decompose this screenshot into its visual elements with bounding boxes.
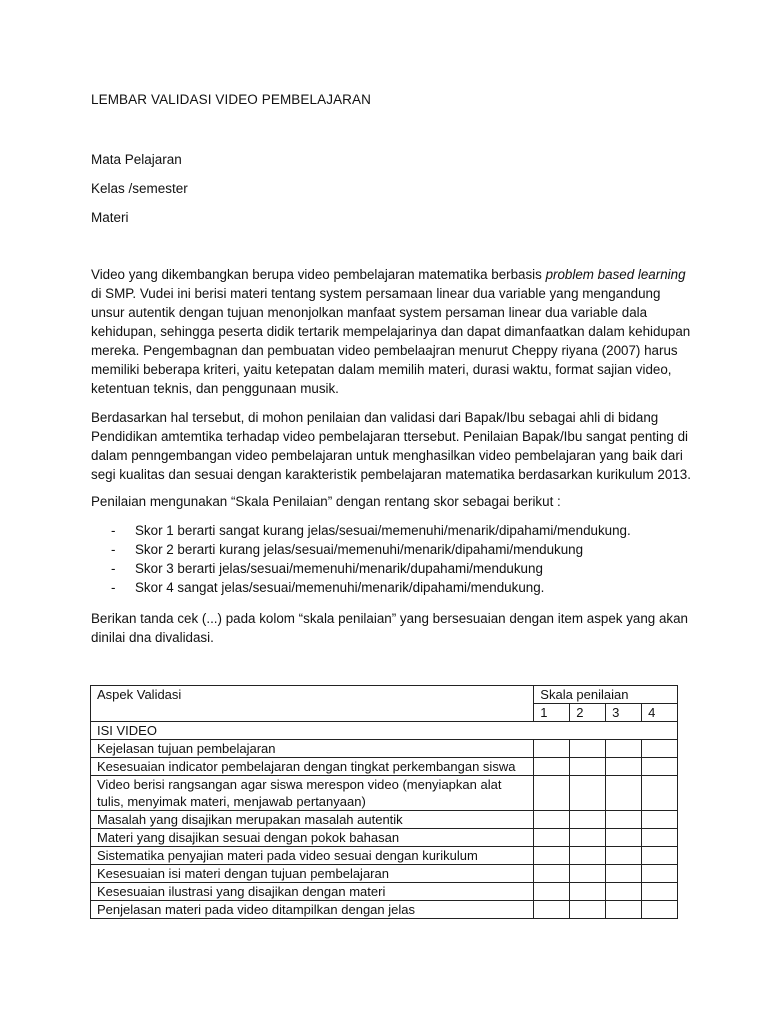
score-cell[interactable] <box>534 901 570 919</box>
score-header-1: 1 <box>534 704 570 722</box>
bullet-dash: - <box>111 561 116 576</box>
intro-paragraph <box>91 265 691 398</box>
score-item <box>91 540 631 559</box>
score-cell[interactable] <box>570 829 606 847</box>
score-item <box>91 521 631 540</box>
score-cell[interactable] <box>534 758 570 776</box>
header-aspect-cell: Aspek Validasi <box>91 686 534 722</box>
meta-subject: Mata Pelajaran <box>91 152 182 167</box>
aspect-cell: Kesesuaian ilustrasi yang disajikan dengan materi <box>91 883 534 901</box>
table-row <box>91 901 678 919</box>
score-cell[interactable] <box>642 901 678 919</box>
score-cell[interactable] <box>534 847 570 865</box>
aspect-cell: Sistematika penyajian materi pada video sesuai dengan kurikulum <box>91 847 534 865</box>
score-item <box>91 559 631 578</box>
score-cell[interactable] <box>606 740 642 758</box>
intro-text-b: di SMP. Vudei ini berisi materi tentang system persamaan linear dua variable yang mengandung unsur autentik dengan tujuan menonjolkan manfaat system persaman linear dua variable dala kehidupan, sehingga peserta didik tertarik mempelajarinya dan dapat dimanfaatkan dalam kehidupan mereka. Pengembagnan dan pembuatan video pembelaajran menurut Cheppy riyana (2007) harus memiliki beberapa kriteri, yaitu ketepatan dalam memilih materi, durasi waktu, format sajian video, ketentuan teknis, dan penggunaan musik. <box>91 286 691 396</box>
score-cell[interactable] <box>534 776 570 811</box>
table-row <box>91 847 678 865</box>
score-item <box>91 578 631 597</box>
score-cell[interactable] <box>606 883 642 901</box>
aspect-cell: Materi yang disajikan sesuai dengan pokok bahasan <box>91 829 534 847</box>
score-cell[interactable] <box>534 865 570 883</box>
aspect-cell: Kesesuaian indicator pembelajaran dengan tingkat perkembangan siswa <box>91 758 534 776</box>
score-cell[interactable] <box>606 865 642 883</box>
instruction-paragraph: Berikan tanda cek (...) pada kolom “skala penilaian” yang bersesuaian dengan item aspek yang akan dinilai dna divalidasi. <box>91 611 688 645</box>
meta-material: Materi <box>91 210 129 225</box>
score-cell[interactable] <box>570 811 606 829</box>
score-cell[interactable] <box>642 811 678 829</box>
score-header-3: 3 <box>606 704 642 722</box>
table-section-row <box>91 722 678 740</box>
table-row <box>91 883 678 901</box>
request-paragraph: Berdasarkan hal tersebut, di mohon penilaian dan validasi dari Bapak/Ibu sebagai ahli di bidang Pendidikan amtemtika terhadap video pembelajaran ttersebut. Penilaian Bapak/Ibu sangat penting di dalam penngembangan video pembelajaran untuk menghasilkan video pembelajaran yang baik dari segi kualitas dan sesuai dengan karakteristik pembelajaran matematika berdasarkan kurikulum 2013. <box>91 410 691 482</box>
score-text: Skor 3 berarti jelas/sesuai/memenuhi/menarik/dupahami/mendukung <box>135 561 543 576</box>
score-list <box>91 521 631 597</box>
bullet-dash: - <box>111 523 116 538</box>
score-header-4: 4 <box>642 704 678 722</box>
score-text: Skor 2 berarti kurang jelas/sesuai/memenuhi/menarik/dipahami/mendukung <box>135 542 584 557</box>
score-cell[interactable] <box>534 740 570 758</box>
score-cell[interactable] <box>534 883 570 901</box>
bullet-dash: - <box>111 542 116 557</box>
score-cell[interactable] <box>642 865 678 883</box>
score-cell[interactable] <box>570 740 606 758</box>
aspect-cell: Kesesuaian isi materi dengan tujuan pembelajaran <box>91 865 534 883</box>
validation-table <box>90 685 678 919</box>
header-scale-cell: Skala penilaian <box>534 686 678 704</box>
table-row <box>91 865 678 883</box>
meta-class-semester: Kelas /semester <box>91 181 188 196</box>
score-cell[interactable] <box>606 847 642 865</box>
aspect-cell: Masalah yang disajikan merupakan masalah autentik <box>91 811 534 829</box>
document-title: LEMBAR VALIDASI VIDEO PEMBELAJARAN <box>91 92 371 107</box>
score-cell[interactable] <box>570 758 606 776</box>
table-row <box>91 829 678 847</box>
score-cell[interactable] <box>606 811 642 829</box>
score-cell[interactable] <box>534 811 570 829</box>
intro-text-italic: problem based learning <box>545 267 686 282</box>
intro-text-a: Video yang dikembangkan berupa video pembelajaran matematika berbasis <box>91 267 546 282</box>
score-cell[interactable] <box>570 865 606 883</box>
scale-intro-paragraph: Penilaian mengunakan “Skala Penilaian” dengan rentang skor sebagai berikut : <box>91 494 561 509</box>
score-text: Skor 4 sangat jelas/sesuai/memenuhi/menarik/dipahami/mendukung. <box>135 580 545 595</box>
score-cell[interactable] <box>570 901 606 919</box>
bullet-dash: - <box>111 580 116 595</box>
score-cell[interactable] <box>606 776 642 811</box>
aspect-cell: Kejelasan tujuan pembelajaran <box>91 740 534 758</box>
score-cell[interactable] <box>642 758 678 776</box>
score-cell[interactable] <box>642 883 678 901</box>
score-cell[interactable] <box>606 901 642 919</box>
score-cell[interactable] <box>570 776 606 811</box>
score-cell[interactable] <box>606 758 642 776</box>
score-header-2: 2 <box>570 704 606 722</box>
score-cell[interactable] <box>642 847 678 865</box>
aspect-cell: Video berisi rangsangan agar siswa merespon video (menyiapkan alat tulis, menyimak materi, menjawab pertanyaan) <box>91 776 534 811</box>
score-cell[interactable] <box>606 829 642 847</box>
score-cell[interactable] <box>642 740 678 758</box>
score-cell[interactable] <box>570 847 606 865</box>
score-text: Skor 1 berarti sangat kurang jelas/sesuai/memenuhi/menarik/dipahami/mendukung. <box>135 523 631 538</box>
table-row <box>91 740 678 758</box>
table-row <box>91 776 678 811</box>
score-cell[interactable] <box>642 829 678 847</box>
section-label: ISI VIDEO <box>91 722 678 740</box>
table-row <box>91 758 678 776</box>
table-row <box>91 811 678 829</box>
aspect-cell: Penjelasan materi pada video ditampilkan dengan jelas <box>91 901 534 919</box>
score-cell[interactable] <box>534 829 570 847</box>
table-header-row <box>91 686 678 704</box>
score-cell[interactable] <box>642 776 678 811</box>
score-cell[interactable] <box>570 883 606 901</box>
